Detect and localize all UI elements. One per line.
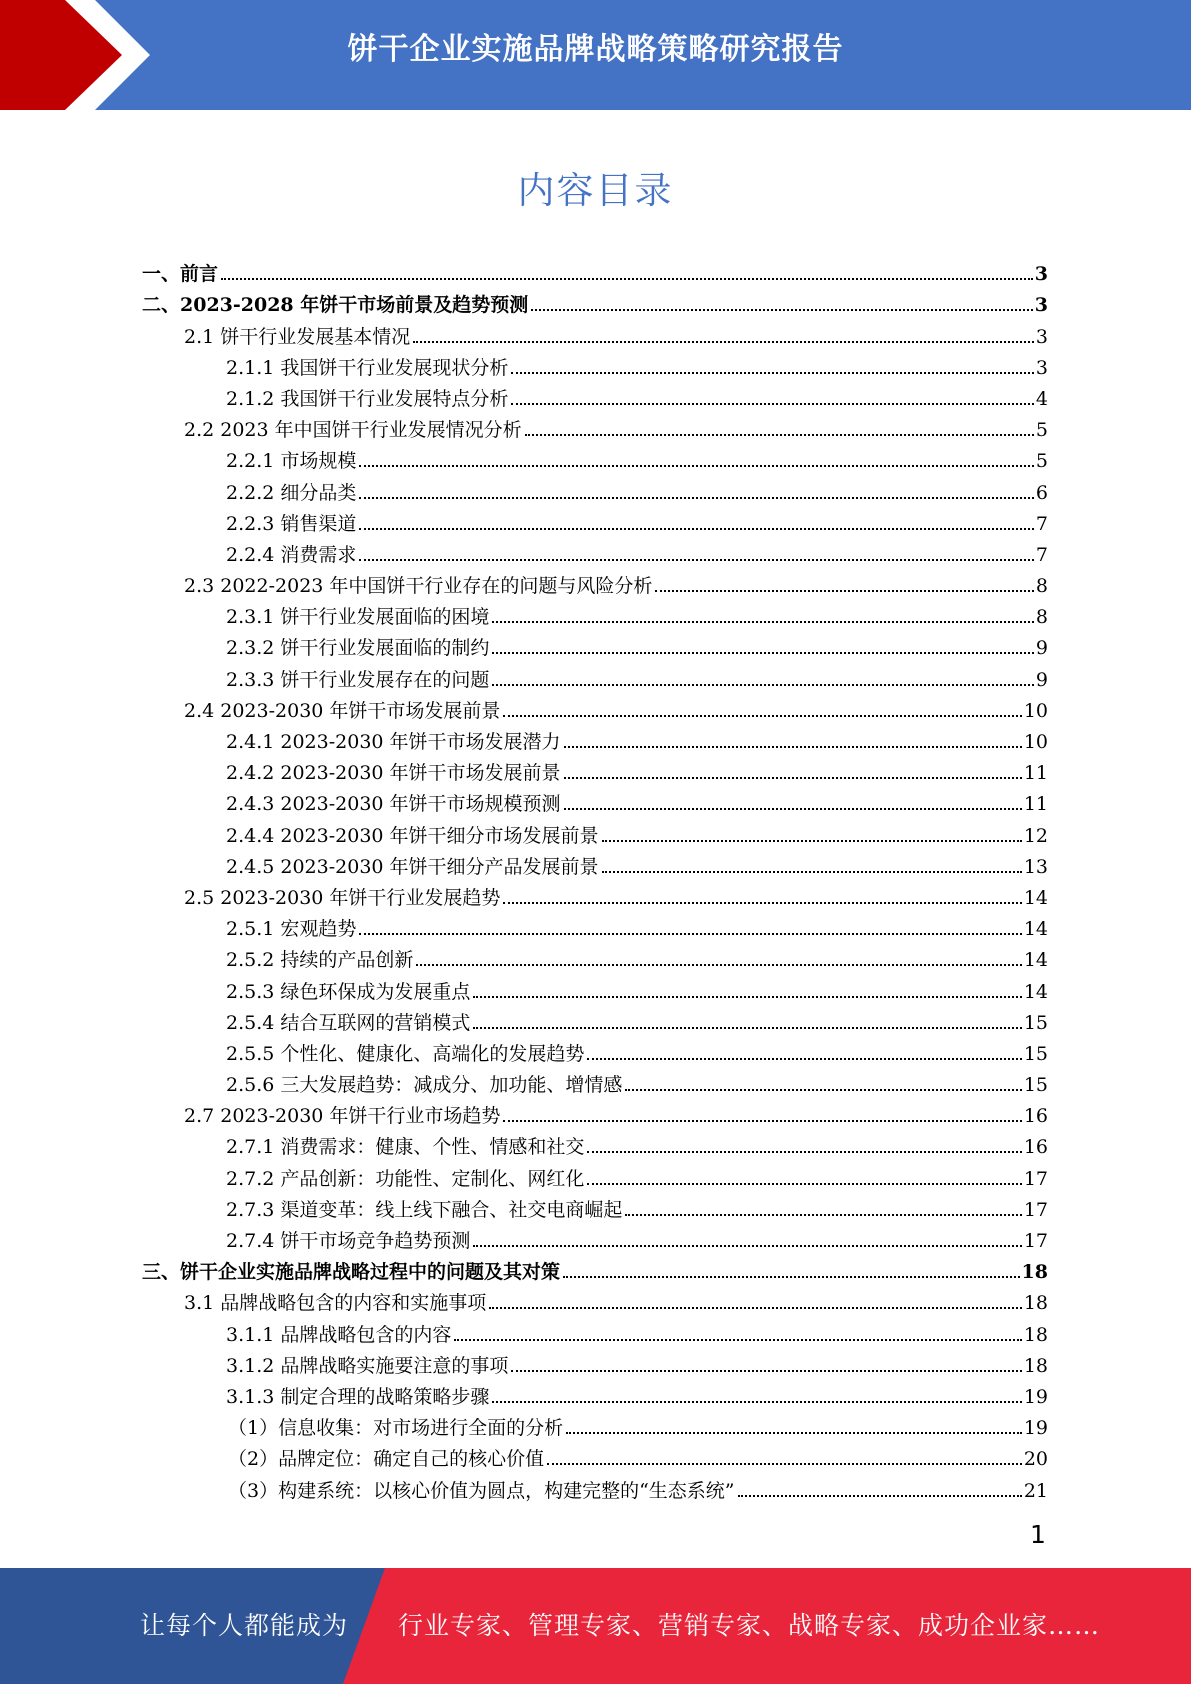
toc-entry[interactable]	[142, 971, 1048, 1002]
toc-entry-label: 2.7.2 产品创新：功能性、定制化、网红化	[226, 1167, 585, 1190]
toc-entry-page: 3	[1035, 356, 1048, 379]
toc-dot-leader	[587, 1183, 1021, 1185]
toc-entry-label: 2.7 2023-2030 年饼干行业市场趋势	[184, 1105, 501, 1128]
toc-entry[interactable]	[142, 753, 1048, 784]
toc-entry-label: （2）品牌定位：确定自己的核心价值	[228, 1448, 545, 1471]
toc-dot-leader	[564, 777, 1022, 779]
toc-dot-leader	[563, 1276, 1020, 1278]
toc-entry-page: 7	[1035, 512, 1048, 535]
toc-entry-page: 13	[1023, 855, 1048, 878]
toc-dot-leader	[473, 1027, 1021, 1029]
toc-entry[interactable]	[142, 348, 1048, 379]
toc-entry[interactable]	[142, 628, 1048, 659]
toc-entry-label: 2.3.1 饼干行业发展面临的困境	[226, 606, 490, 629]
toc-dot-leader	[625, 1214, 1021, 1216]
toc-entry[interactable]	[142, 1283, 1048, 1314]
toc-entry-page: 14	[1023, 980, 1048, 1003]
toc-entry[interactable]	[142, 1439, 1048, 1470]
toc-entry-label: 2.5.3 绿色环保成为发展重点	[226, 980, 471, 1003]
toc-entry-label: 2.5.1 宏观趋势	[226, 918, 357, 941]
toc-entry-label: 2.5 2023-2030 年饼干行业发展趋势	[184, 886, 501, 909]
page-footer	[0, 1568, 1191, 1684]
toc-entry[interactable]	[142, 566, 1048, 597]
toc-entry[interactable]	[142, 379, 1048, 410]
toc-entry-label: 2.2 2023 年中国饼干行业发展情况分析	[184, 419, 522, 442]
toc-entry-page: 4	[1035, 387, 1048, 410]
footer-slogan-right: 行业专家、管理专家、营销专家、战略专家、成功企业家……	[398, 1611, 1101, 1640]
toc-entry-label: 二、2023-2028 年饼干市场前景及趋势预测	[142, 294, 529, 317]
toc-entry-label: （3）构建系统：以核心价值为圆点，构建完整的“生态系统”	[228, 1479, 735, 1502]
toc-dot-leader	[221, 278, 1033, 280]
toc-entry-page: 12	[1023, 824, 1048, 847]
toc-entry-label: 2.3 2022-2023 年中国饼干行业存在的问题与风险分析	[184, 575, 653, 598]
toc-entry-page: 7	[1035, 543, 1048, 566]
toc-dot-leader	[359, 497, 1034, 499]
toc-entry-label: 三、饼干企业实施品牌战略过程中的问题及其对策	[142, 1261, 561, 1284]
toc-entry-label: 2.2.3 销售渠道	[226, 512, 357, 535]
toc-entry[interactable]	[142, 254, 1048, 285]
toc-entry-label: 2.5.4 结合互联网的营销模式	[226, 1011, 471, 1034]
toc-entry-page: 11	[1023, 762, 1048, 785]
toc-dot-leader	[564, 808, 1022, 810]
toc-dot-leader	[587, 1151, 1021, 1153]
toc-entry-label: 3.1.3 制定合理的战略策略步骤	[226, 1385, 490, 1408]
toc-entry-label: 2.1.1 我国饼干行业发展现状分析	[226, 356, 509, 379]
toc-entry[interactable]	[142, 847, 1048, 878]
toc-entry[interactable]	[142, 1252, 1048, 1283]
toc-dot-leader	[655, 590, 1033, 592]
toc-entry[interactable]	[142, 1065, 1048, 1096]
toc-entry-label: 2.4.3 2023-2030 年饼干市场规模预测	[226, 793, 561, 816]
toc-entry[interactable]	[142, 316, 1048, 347]
toc-entry-page: 18	[1023, 1354, 1048, 1377]
toc-entry[interactable]	[142, 1034, 1048, 1065]
toc-entry[interactable]	[142, 1127, 1048, 1158]
toc-entry-label: 2.4.5 2023-2030 年饼干细分产品发展前景	[226, 855, 599, 878]
toc-entry-page: 3	[1035, 325, 1048, 348]
toc-entry-label: （1）信息收集：对市场进行全面的分析	[228, 1417, 564, 1440]
toc-entry-page: 16	[1023, 1105, 1048, 1128]
toc-entry-label: 2.2.2 细分品类	[226, 481, 357, 504]
toc-dot-leader	[454, 1339, 1021, 1341]
toc-entry-label: 一、前言	[142, 263, 219, 286]
toc-entry[interactable]	[142, 940, 1048, 971]
toc-dot-leader	[564, 746, 1022, 748]
toc-entry-label: 2.4.1 2023-2030 年饼干市场发展潜力	[226, 731, 561, 753]
toc-entry-page: 9	[1035, 668, 1048, 691]
toc-entry[interactable]	[142, 1190, 1048, 1221]
toc-entry-page: 18	[1023, 1292, 1048, 1315]
toc-entry-page: 17	[1023, 1230, 1048, 1252]
toc-entry[interactable]	[142, 1377, 1048, 1408]
toc-entry-page: 14	[1023, 918, 1048, 941]
toc-entry-page: 17	[1023, 1167, 1048, 1190]
toc-entry-page: 19	[1023, 1385, 1048, 1408]
toc-entry-label: 2.7.4 饼干市场竞争趋势预测	[226, 1230, 471, 1252]
toc-entry-page: 15	[1023, 1074, 1048, 1097]
toc-entry[interactable]	[142, 1221, 1048, 1252]
toc-entry[interactable]	[142, 441, 1048, 472]
toc-dot-leader	[547, 1463, 1022, 1465]
toc-entry-label: 2.1 饼干行业发展基本情况	[184, 325, 411, 348]
toc-entry-page: 20	[1023, 1448, 1048, 1471]
toc-entry-page: 14	[1023, 886, 1048, 909]
toc-dot-leader	[566, 1432, 1022, 1434]
toc-entry[interactable]	[142, 285, 1048, 316]
toc-entry-page: 17	[1023, 1198, 1048, 1221]
toc-entry-page: 10	[1023, 731, 1048, 753]
page-header	[0, 0, 1191, 110]
toc-entry-page: 5	[1035, 419, 1048, 442]
toc-entry-page: 8	[1035, 575, 1048, 598]
toc-entry[interactable]	[142, 784, 1048, 815]
toc-dot-leader	[503, 1120, 1021, 1122]
footer-slogan-left: 让每个人都能成为	[140, 1611, 349, 1640]
toc-entry-page: 15	[1023, 1042, 1048, 1065]
toc-dot-leader	[531, 309, 1033, 311]
report-title: 饼干企业实施品牌战略策略研究报告	[347, 32, 844, 67]
toc-dot-leader	[625, 1089, 1021, 1091]
toc-entry-label: 2.2.1 市场规模	[226, 450, 357, 473]
toc-dot-leader	[413, 341, 1034, 343]
toc-entry-label: 2.5.5 个性化、健康化、高端化的发展趋势	[226, 1042, 585, 1065]
toc-dot-leader	[511, 372, 1034, 374]
toc-entry[interactable]	[142, 1314, 1048, 1345]
toc-entry-label: 3.1.2 品牌战略实施要注意的事项	[226, 1354, 509, 1377]
toc-entry[interactable]	[142, 1003, 1048, 1034]
toc-entry-label: 2.1.2 我国饼干行业发展特点分析	[226, 387, 509, 410]
toc-entry[interactable]	[142, 472, 1048, 503]
toc-entry[interactable]	[142, 410, 1048, 441]
toc-entry[interactable]	[142, 909, 1048, 940]
toc-entry-page: 18	[1023, 1323, 1048, 1346]
toc-entry-label: 3.1.1 品牌战略包含的内容	[226, 1323, 452, 1346]
toc-entry[interactable]	[142, 1408, 1048, 1439]
table-of-contents	[142, 254, 1048, 1502]
toc-dot-leader	[359, 465, 1034, 467]
toc-entry[interactable]	[142, 722, 1048, 753]
toc-entry-page: 6	[1035, 481, 1048, 504]
toc-entry[interactable]	[142, 1096, 1048, 1127]
toc-entry-page: 10	[1023, 699, 1048, 722]
toc-entry-label: 2.7.3 渠道变革：线上线下融合、社交电商崛起	[226, 1198, 623, 1221]
toc-entry-page: 11	[1023, 793, 1048, 816]
toc-entry[interactable]	[142, 691, 1048, 722]
toc-heading: 内容目录	[517, 169, 674, 212]
toc-entry-label: 2.3.2 饼干行业发展面临的制约	[226, 637, 490, 660]
toc-entry-page: 15	[1023, 1011, 1048, 1034]
toc-dot-leader	[359, 528, 1034, 530]
toc-entry[interactable]	[142, 1158, 1048, 1189]
toc-dot-leader	[473, 996, 1021, 998]
toc-dot-leader	[492, 621, 1034, 623]
toc-dot-leader	[503, 715, 1021, 717]
toc-dot-leader	[492, 652, 1034, 654]
toc-dot-leader	[587, 1058, 1021, 1060]
toc-entry-label: 2.5.6 三大发展趋势：减成分、加功能、增情感	[226, 1074, 623, 1097]
toc-entry-label: 2.7.1 消费需求：健康、个性、情感和社交	[226, 1136, 585, 1159]
page-number: 1	[1030, 1520, 1046, 1549]
toc-entry-page: 3	[1034, 263, 1048, 286]
toc-entry-label: 2.4.4 2023-2030 年饼干细分市场发展前景	[226, 824, 599, 847]
toc-entry-label: 2.5.2 持续的产品创新	[226, 949, 414, 972]
toc-entry-page: 18	[1021, 1261, 1048, 1284]
toc-entry-label: 2.3.3 饼干行业发展存在的问题	[226, 668, 490, 691]
toc-entry-page: 5	[1035, 450, 1048, 473]
toc-dot-leader	[503, 902, 1021, 904]
toc-dot-leader	[359, 559, 1034, 561]
toc-entry-label: 3.1 品牌战略包含的内容和实施事项	[184, 1292, 487, 1315]
toc-entry[interactable]	[142, 1470, 1048, 1501]
toc-dot-leader	[511, 1370, 1021, 1372]
toc-entry[interactable]	[142, 878, 1048, 909]
toc-dot-leader	[738, 1495, 1022, 1497]
toc-dot-leader	[489, 1307, 1022, 1309]
toc-dot-leader	[416, 964, 1021, 966]
toc-dot-leader	[602, 840, 1022, 842]
toc-entry-page: 9	[1035, 637, 1048, 660]
toc-entry[interactable]	[142, 597, 1048, 628]
toc-entry-label: 2.4 2023-2030 年饼干市场发展前景	[184, 699, 501, 722]
toc-entry-page: 21	[1023, 1479, 1048, 1502]
toc-entry-page: 3	[1034, 294, 1048, 317]
toc-dot-leader	[602, 871, 1022, 873]
toc-dot-leader	[525, 434, 1034, 436]
toc-entry[interactable]	[142, 1346, 1048, 1377]
toc-entry-page: 19	[1023, 1417, 1048, 1440]
toc-entry[interactable]	[142, 815, 1048, 846]
toc-entry[interactable]	[142, 535, 1048, 566]
toc-entry-page: 14	[1023, 949, 1048, 972]
toc-entry-label: 2.4.2 2023-2030 年饼干市场发展前景	[226, 762, 561, 785]
toc-entry-label: 2.2.4 消费需求	[226, 543, 357, 566]
toc-dot-leader	[492, 1401, 1021, 1403]
toc-dot-leader	[473, 1245, 1021, 1247]
toc-dot-leader	[359, 933, 1021, 935]
toc-dot-leader	[511, 403, 1034, 405]
toc-entry[interactable]	[142, 504, 1048, 535]
toc-entry-page: 8	[1035, 606, 1048, 629]
toc-dot-leader	[492, 684, 1034, 686]
toc-entry[interactable]	[142, 659, 1048, 690]
toc-entry-page: 16	[1023, 1136, 1048, 1159]
